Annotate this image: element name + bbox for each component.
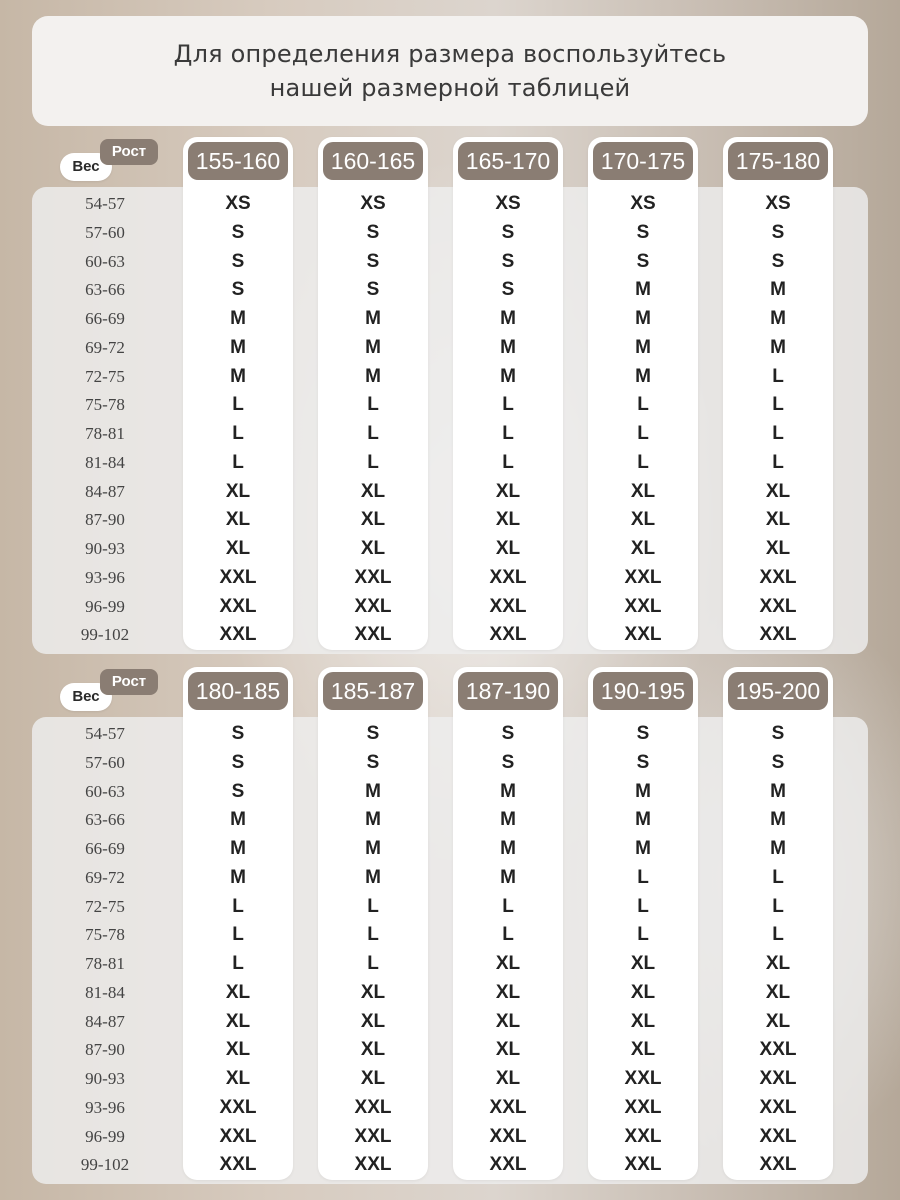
size-cell: XXL <box>354 566 392 588</box>
size-cell: XS <box>360 193 386 214</box>
title-line-2: нашей размерной таблицей <box>269 74 631 102</box>
weight-range: 93-96 <box>85 567 125 587</box>
size-cell: L <box>772 895 784 917</box>
size-cell: L <box>502 924 514 946</box>
size-cell: S <box>231 279 245 301</box>
size-cell: M <box>500 365 516 387</box>
size-cell: XL <box>225 1010 251 1032</box>
weight-range: 63-66 <box>85 280 125 300</box>
size-cell: XL <box>765 509 791 531</box>
size-cell: S <box>366 279 380 301</box>
size-cell: M <box>365 308 381 329</box>
size-cell: XL <box>225 1039 251 1061</box>
size-cell: XXL <box>219 1096 257 1118</box>
size-table-1 <box>0 137 900 657</box>
size-cell: XS <box>630 193 656 214</box>
height-range-header: 175-180 <box>728 142 828 180</box>
size-cell: XL <box>495 1039 521 1061</box>
size-cell: S <box>366 221 380 243</box>
size-cell: L <box>772 451 784 473</box>
size-cell: L <box>637 451 649 473</box>
size-cell: XXL <box>759 624 797 646</box>
size-cell: S <box>771 751 785 773</box>
size-cell: XL <box>630 981 656 1003</box>
size-cell: XXL <box>489 566 527 588</box>
weight-range: 81-84 <box>85 452 125 472</box>
weight-range: 57-60 <box>85 752 125 772</box>
height-label: Рост <box>100 669 158 695</box>
weight-range: 99-102 <box>80 625 130 645</box>
size-cell: XXL <box>219 595 257 617</box>
size-cell: XXL <box>759 566 797 588</box>
size-cell: XXL <box>354 595 392 617</box>
size-cell: XL <box>765 981 791 1003</box>
size-cell: XL <box>765 1010 791 1032</box>
size-cell: S <box>636 221 650 243</box>
size-cell: M <box>500 780 516 802</box>
size-cell: M <box>230 365 246 387</box>
height-range-header: 170-175 <box>593 142 693 180</box>
size-cell: XL <box>225 1068 251 1089</box>
size-cell: XXL <box>489 624 527 646</box>
size-cell: XXL <box>219 624 257 646</box>
size-cell: S <box>501 221 515 243</box>
size-cell: XL <box>765 953 791 974</box>
size-cell: S <box>501 250 515 272</box>
size-cell: XS <box>765 193 791 214</box>
size-cell: L <box>772 365 784 387</box>
size-cell: M <box>230 308 246 329</box>
size-cell: XXL <box>489 1096 527 1118</box>
size-cell: L <box>637 423 649 444</box>
size-column <box>588 667 698 1180</box>
size-cell: XL <box>360 1010 386 1032</box>
size-cell: XXL <box>759 1125 797 1147</box>
size-cell: M <box>770 336 786 358</box>
size-cell: XXL <box>489 595 527 617</box>
weight-label: Вес <box>60 153 112 181</box>
size-cell: XL <box>495 538 521 559</box>
size-column <box>183 667 293 1180</box>
weight-range: 63-66 <box>85 810 125 830</box>
size-cell: XL <box>630 1010 656 1032</box>
weight-range: 66-69 <box>85 309 125 328</box>
weight-range: 96-99 <box>85 596 125 616</box>
size-cell: L <box>367 451 379 473</box>
size-cell: XXL <box>489 1125 527 1147</box>
size-cell: M <box>770 279 786 301</box>
size-table-2 <box>0 667 900 1187</box>
size-cell: M <box>500 866 516 888</box>
size-cell: XXL <box>759 1154 797 1176</box>
weight-range: 60-63 <box>85 781 125 801</box>
size-column <box>318 137 428 650</box>
size-cell: L <box>367 895 379 917</box>
size-cell: L <box>772 423 784 444</box>
weight-label: Вес <box>60 683 112 711</box>
size-cell: XL <box>360 1039 386 1061</box>
size-cell: S <box>231 780 245 802</box>
weight-range: 69-72 <box>85 867 125 887</box>
size-column <box>318 667 428 1180</box>
size-cell: L <box>637 924 649 946</box>
size-cell: M <box>365 838 381 859</box>
size-cell: L <box>502 394 514 416</box>
size-cell: XXL <box>219 1154 257 1176</box>
size-cell: XL <box>360 509 386 531</box>
weight-range: 78-81 <box>85 424 125 443</box>
height-range-header: 195-200 <box>728 672 828 710</box>
size-cell: L <box>637 866 649 888</box>
size-cell: M <box>770 809 786 831</box>
weight-range: 96-99 <box>85 1126 125 1146</box>
size-cell: L <box>232 423 244 444</box>
weight-range: 54-57 <box>85 724 125 743</box>
size-cell: M <box>500 336 516 358</box>
size-cell: XS <box>225 193 251 214</box>
size-cell: XXL <box>219 1125 257 1147</box>
weight-range: 99-102 <box>80 1155 130 1175</box>
size-cell: M <box>365 780 381 802</box>
weight-range: 72-75 <box>85 896 125 916</box>
size-cell: S <box>231 723 245 744</box>
weight-range: 69-72 <box>85 337 125 357</box>
size-cell: XL <box>630 509 656 531</box>
weight-range: 75-78 <box>85 925 125 945</box>
size-cell: XL <box>630 953 656 974</box>
weight-range: 93-96 <box>85 1097 125 1117</box>
weight-range: 66-69 <box>85 839 125 858</box>
size-cell: XL <box>225 538 251 559</box>
size-cell: XL <box>495 509 521 531</box>
size-cell: L <box>367 953 379 974</box>
size-cell: M <box>635 365 651 387</box>
size-cell: M <box>635 336 651 358</box>
size-cell: XL <box>765 480 791 502</box>
size-cell: XXL <box>624 1068 662 1089</box>
size-cell: S <box>501 279 515 301</box>
weight-range: 72-75 <box>85 366 125 386</box>
size-cell: S <box>231 221 245 243</box>
size-cell: XL <box>360 480 386 502</box>
height-range-header: 180-185 <box>188 672 288 710</box>
weight-range: 90-93 <box>85 539 125 558</box>
weight-range: 57-60 <box>85 222 125 242</box>
size-cell: M <box>770 838 786 859</box>
size-cell: M <box>635 279 651 301</box>
size-cell: S <box>231 250 245 272</box>
size-cell: L <box>772 924 784 946</box>
size-cell: XL <box>630 480 656 502</box>
weight-range: 81-84 <box>85 982 125 1002</box>
size-cell: XXL <box>354 1125 392 1147</box>
size-cell: M <box>365 336 381 358</box>
size-cell: S <box>771 250 785 272</box>
size-cell: L <box>367 924 379 946</box>
size-cell: L <box>772 866 784 888</box>
size-cell: XXL <box>219 566 257 588</box>
size-cell: L <box>637 895 649 917</box>
weight-range: 78-81 <box>85 954 125 973</box>
size-cell: L <box>232 895 244 917</box>
size-cell: XL <box>360 538 386 559</box>
size-cell: S <box>501 751 515 773</box>
size-cell: L <box>367 394 379 416</box>
size-cell: XL <box>495 480 521 502</box>
size-cell: M <box>770 308 786 329</box>
size-cell: M <box>230 336 246 358</box>
size-cell: XL <box>495 1068 521 1089</box>
size-cell: XXL <box>759 1068 797 1089</box>
size-cell: XL <box>495 981 521 1003</box>
size-cell: L <box>502 423 514 444</box>
height-range-header: 165-170 <box>458 142 558 180</box>
size-cell: S <box>771 221 785 243</box>
size-cell: M <box>230 866 246 888</box>
weight-range: 87-90 <box>85 510 125 530</box>
size-cell: XXL <box>624 595 662 617</box>
height-range-header: 160-165 <box>323 142 423 180</box>
size-column <box>723 137 833 650</box>
size-cell: M <box>500 809 516 831</box>
title-banner <box>32 16 868 126</box>
size-cell: XL <box>630 538 656 559</box>
size-cell: XXL <box>354 624 392 646</box>
size-cell: M <box>635 838 651 859</box>
weight-range: 54-57 <box>85 194 125 213</box>
size-cell: XXL <box>759 1096 797 1118</box>
size-cell: XL <box>765 538 791 559</box>
size-cell: L <box>232 394 244 416</box>
size-cell: XXL <box>489 1154 527 1176</box>
height-range-header: 185-187 <box>323 672 423 710</box>
size-cell: L <box>367 423 379 444</box>
size-cell: M <box>770 780 786 802</box>
height-range-header: 190-195 <box>593 672 693 710</box>
size-cell: XS <box>495 193 521 214</box>
size-cell: XXL <box>759 595 797 617</box>
weight-range: 84-87 <box>85 481 125 501</box>
height-range-header: 155-160 <box>188 142 288 180</box>
size-cell: M <box>230 838 246 859</box>
size-cell: S <box>501 723 515 744</box>
size-cell: XXL <box>759 1039 797 1061</box>
size-cell: S <box>636 723 650 744</box>
weight-range: 84-87 <box>85 1011 125 1031</box>
size-cell: XXL <box>624 1125 662 1147</box>
title-line-1: Для определения размера воспользуйтесь <box>173 40 727 68</box>
size-column <box>588 137 698 650</box>
size-cell: S <box>366 751 380 773</box>
weight-range: 87-90 <box>85 1040 125 1060</box>
size-cell: L <box>637 394 649 416</box>
size-cell: XXL <box>354 1096 392 1118</box>
size-cell: M <box>635 308 651 329</box>
size-cell: L <box>502 451 514 473</box>
size-cell: XL <box>495 1010 521 1032</box>
size-cell: XL <box>225 480 251 502</box>
size-cell: XL <box>225 509 251 531</box>
size-cell: L <box>232 924 244 946</box>
weight-range: 90-93 <box>85 1069 125 1088</box>
size-cell: M <box>635 809 651 831</box>
size-cell: XL <box>360 981 386 1003</box>
size-cell: S <box>366 250 380 272</box>
size-cell: M <box>365 866 381 888</box>
size-cell: M <box>500 838 516 859</box>
size-cell: L <box>772 394 784 416</box>
weight-range: 75-78 <box>85 395 125 415</box>
size-cell: M <box>365 809 381 831</box>
size-cell: L <box>232 953 244 974</box>
size-cell: S <box>366 723 380 744</box>
size-cell: XXL <box>624 566 662 588</box>
size-column <box>453 667 563 1180</box>
size-cell: XL <box>225 981 251 1003</box>
size-column <box>723 667 833 1180</box>
size-cell: XXL <box>354 1154 392 1176</box>
size-cell: M <box>230 809 246 831</box>
size-cell: XXL <box>624 1154 662 1176</box>
height-range-header: 187-190 <box>458 672 558 710</box>
weight-range: 60-63 <box>85 251 125 271</box>
size-cell: M <box>365 365 381 387</box>
size-cell: S <box>771 723 785 744</box>
size-cell: M <box>500 308 516 329</box>
size-cell: XL <box>360 1068 386 1089</box>
size-column <box>183 137 293 650</box>
size-cell: L <box>232 451 244 473</box>
size-cell: XL <box>630 1039 656 1061</box>
size-cell: XXL <box>624 1096 662 1118</box>
size-cell: S <box>636 250 650 272</box>
size-column <box>453 137 563 650</box>
size-cell: S <box>636 751 650 773</box>
height-label: Рост <box>100 139 158 165</box>
size-cell: L <box>502 895 514 917</box>
size-cell: XL <box>495 953 521 974</box>
size-cell: XXL <box>624 624 662 646</box>
size-cell: S <box>231 751 245 773</box>
size-cell: M <box>635 780 651 802</box>
